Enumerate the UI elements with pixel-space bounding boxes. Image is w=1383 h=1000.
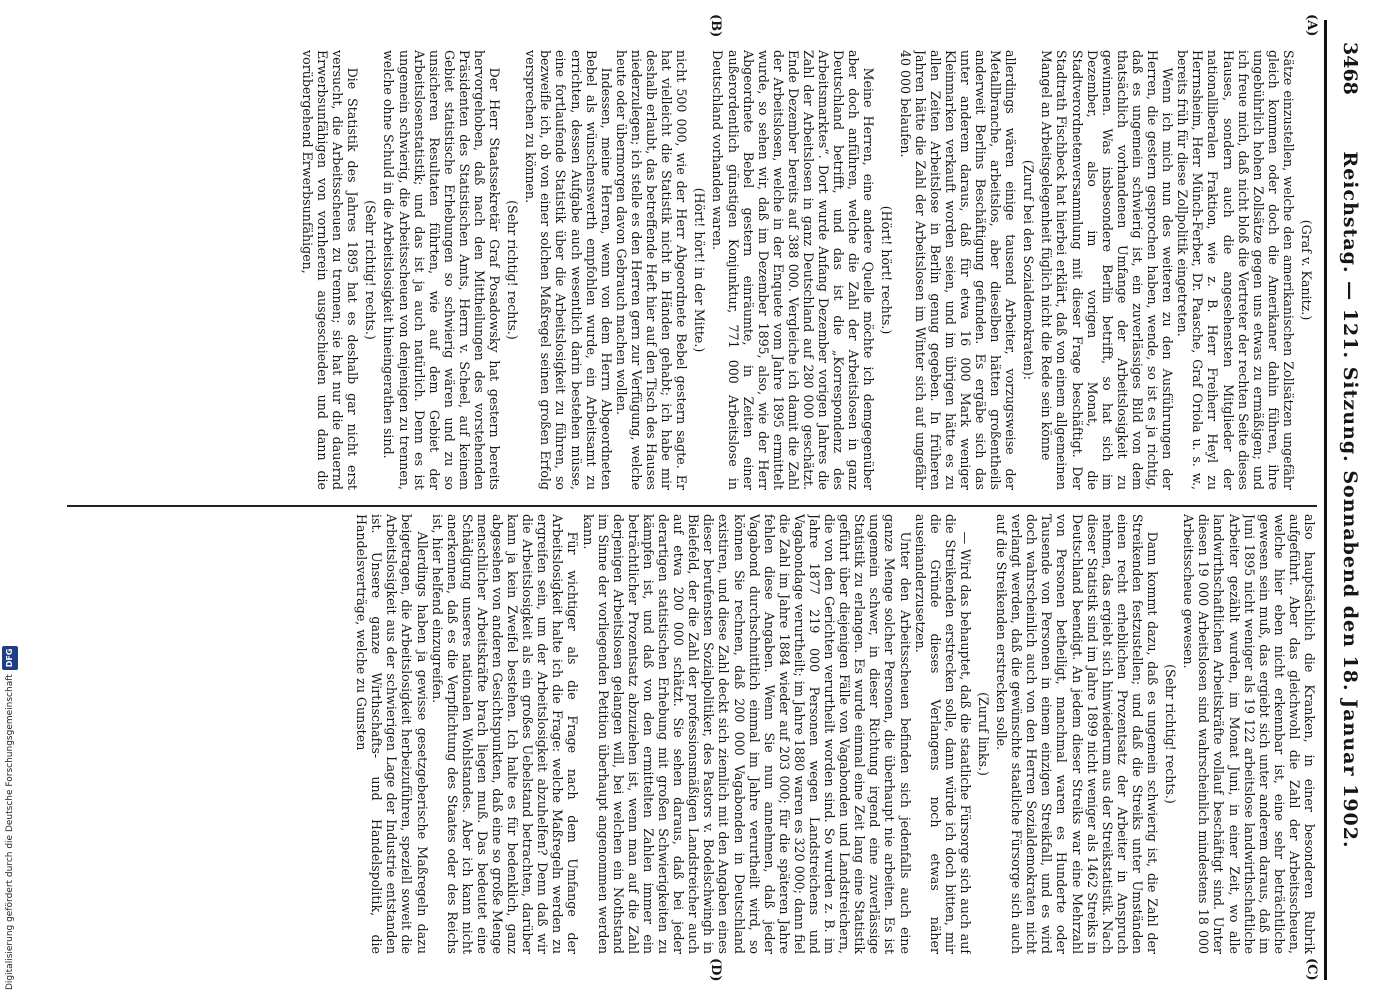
interjection: (Sehr richtig! rechts.) [505, 200, 521, 340]
paragraph: Sätze einzustellen, welche den amerikanischen Zollsätzen ungefähr gleich kommen oder doch die Amerikaner dahin führen, ihre ungebührlich hohen Zollsätze gegen uns etwas zu ermäßigen; und ich freue mich, daß nicht bloß die Vertreter der rechten Seite dieses Hauses, sondern auch die angesehensten Mitglieder der nationalliberalen Fraktion, wie z. B. Herr Freiherr Heyl zu Herrnsheim, Herr Münch-Ferber, Dr. Paasche, Graf Oriola u. s. w., bereits früh für diese Zollpolitik eingetreten. [1175, 50, 1296, 490]
dfg-logo: DFG [2, 646, 18, 671]
page-number: 3468 [1339, 42, 1361, 95]
column-right [67, 514, 1317, 954]
paragraph: Für wichtiger als die Frage nach dem Umfange der Arbeitslosigkeit halte ich die Frage: welche Maßregeln werden zu ergreifen sein, um der Arbeitslosigkeit abzuhelfen? Denn daß wir die Arbeitslosigkeit als ein großes Uebelstand betrachten, darüber kann ja kein Zweifel bestehen. Ich halte es für bedenklich, ganz abgesehen von anderen Gesichtspunkten, daß eine so große Menge menschlicher Arbeitskräfte brach liegen muß. Das bedeutet eine Schädigung unseres nationalen Wohlstandes. Aber ich kann nicht anerkennen, daß es die Verpflichtung des Staates oder des Reichs ist, hier helfend einzugreifen. [429, 514, 581, 954]
header-rule [1324, 20, 1327, 980]
paragraph: Indessen, meine Herren, wenn von dem Herrn Abgeordneten Bebel als wünschenswerth empfohlen wurde, ein Arbeitsamt zu errichten, dessen Aufgabe auch wesentlich darin bestehen müsse, eine fortlaufende Statistik über die Arbeitslosigkeit zu führen, so bezweifle ich, ob von einer solchen Maßregel seinen großen Erfolg versprechen zu können. [523, 50, 614, 490]
margin-letter-b: (B) [708, 14, 723, 38]
paragraph: Der Herr Staatssekretär Graf Posadowsky hat gestern bereits hervorgehoben, daß nach den Mittheilungen des vorstehenden Präsidenten des Statistischen Amts, Herrn v. Scheel, auf keinem Gebiet statistische Erhebungen so schwierig wären und zu so unsicheren Resultaten führten, wie auf dem Gebiet der Arbeitslosenstatistik; und das ist ja auch natürlich. Denn es ist ungemein schwierig, die Arbeitsscheuen von denjenigen zu trennen, welche ohne Schuld in die Arbeitslosigkeit hineingerathen sind. [381, 50, 503, 490]
paragraph: Unter den Arbeitsscheuen befinden sich jedenfalls auch eine ganze Menge solcher Personen, die überhaupt nie arbeiten. Es ist ungemein schwer, in dieser Richtung irgend eine zuverlässige Statistik zu erlangen. Es wurde einmal eine Zeit lang eine Statistik geführt über diejenigen Fälle von Vagabonden und Landstreichern, die von den Gerichten verurtheilt worden sind. So wurden z. B. im Jahre 1877 219 000 Personen wegen Landstreichens und Vagabondage verurtheilt; im Jahre 1880 waren es 320 000; dann fiel die Zahl im Jahre 1884 wieder auf 203 000; für die späteren Jahre fehlen diese Angaben. Wenn Sie nun annehmen, daß jeder Vagabond durchschnittlich einmal im Jahre verurtheilt wird, so können Sie rechnen, daß 200 000 Vagabonden in Deutschland existiren, und diese Zahl deckt sich ziemlich mit den Angaben eines dieser berufensten Sozialpolitiker, des Pastors v. Bodelschwingh in Bielefeld, der die Zahl der professionsmäßigen Landstreicher auch auf etwa 200 000 schätzt. Sie sehen daraus, daß bei jeder derartigen statistischen Erhebung mit großen Schwierigkeiten zu kämpfen ist, und daß von den ermittelten Zahlen immer ein beträchtlicher Prozentsatz abzuziehen ist, wenn man auf die Zahl derjenigen Arbeitslosen gelangen will, bei welchen ein Nothstand im Sinne der vorliegenden Petition überhaupt angenommen werden kann. [580, 514, 913, 954]
interjection: (Hört! hört! rechts.) [879, 205, 895, 335]
column-left [67, 50, 1317, 490]
page-header [1331, 20, 1361, 980]
paragraph: Dann kommt dazu, daß es ungemein schwierig ist, die Zahl der Streikenden festzustellen; und daß die Streiks unter Umständen einen recht erheblichen Prozentsatz der Arbeiter in Anspruch nehmen, das ergiebt sich hinwiederum aus der Streikstatistik. Nach dieser Statistik sind im Jahre 1899 nicht weniger als 1462 Streiks in Deutschland beendigt. An jedem dieser Streiks war eine Mehrzahl von Personen betheiligt, manchmal waren es Hunderte oder Tausende von Personen in einem einzigen Streikfall, und es wird doch wahrscheinlich auch von den Herren Sozialdemokraten nicht verlangt werden, daß die gewünschte staatliche Fürsorge sich auch auf die Streikenden erstrecken solle. [994, 514, 1161, 954]
speaker-label: (Graf v. Kanitz.) [1299, 219, 1314, 321]
paragraph: nicht 500 000, wie der Herr Abgeordnete Bebel gestern sagte. Er hat vielleicht die Statistik nicht in Händen gehabt; ich habe mir deshalb erlaubt, das betreffende Heft hier auf den Tisch des Hauses niederzulegen; ich stelle es den Herren gern zur Verfügung, welche heute oder übermorgen davon Gebrauch machen wollen. [613, 50, 690, 490]
interjection: (Zuruf bei den Sozialdemokraten): [1021, 159, 1037, 381]
paragraph: Die Statistik des Jahres 1895 hat es deshalb gar nicht erst versucht, die Arbeitsscheuen zu trennen; sie hat nur die dauernd Erwerbsunfähigen von vornherein ausgeschieden und dann die vorübergehend Erwerbsunfähigen, [300, 50, 361, 490]
margin-letter-c: (C) [1304, 958, 1319, 981]
interjection: (Zuruf links.) [976, 692, 992, 776]
interjection: (Hört! hört! in der Mitte.) [692, 187, 708, 353]
paragraph: also hauptsächlich die Kranken, in einer besonderen Rubrik aufgeführt. Aber das gleichwohl die Zahl der Arbeitsscheuen, welche hier eben nicht erkennbar ist, eine sehr beträchtliche gewesen sein muß, das ergiebt sich unter anderem daraus, daß im Juni 1895 nicht weniger als 19 122 arbeitslose landwirthschaftliche Arbeiter gezählt wurden, im Monat Juni, in einer Zeit, wo alle landwirthschaftlichen Arbeitskräfte vollauf beschäftigt sind. Unter diesen 19 000 Arbeitslosen sind wahrscheinlich mindestens 18 000 Arbeitsscheue gewesen. [1181, 514, 1317, 954]
interjection: (Sehr richtig! rechts.) [363, 200, 379, 340]
paragraph: Wenn ich mich nun des weiteren zu den Ausführungen der Herren, die gestern gesprochen haben, wende, so ist es ja richtig, daß es ungemein schwierig ist, ein zuverlässiges Bild von dem thatsächlich vorhandenen Umfange der Arbeitslosigkeit zu gewinnen. Was insbesondere Berlin betrifft, so hat sich im Dezember, also im vorigen Monat, die Stadtverordnetenversammlung mit dieser Frage beschäftigt. Der Stadtrath Fischbeck hat hierbei erklärt, daß von einem allgemeinen Mangel an Arbeitsgelegenheit füglich nicht die Rede sein könne [1039, 50, 1176, 490]
paragraph: — Wird das behauptet, daß die staatliche Fürsorge sich auch auf die Streikenden erstrecken solle, dann würde ich doch bitten, mir die Gründe dieses Verlangens noch etwas näher auseinanderzusetzen. [912, 514, 973, 954]
paragraph: Meine Herren, eine andere Quelle möchte ich demgegenüber aber doch anführen, welche die Zahl der Arbeitslosen in ganz Deutschland betrifft, und das ist die „Korrespondenz des Arbeitsmarktes“. Dort wurde Anfang Dezember vorigen Jahres die Zahl der Arbeitslosen in ganz Deutschland auf 280 000 geschätzt. Ende Dezember bereits auf 388 000. Vergleiche ich damit die Zahl der Arbeitslosen, welche in der Enquete vom Jahre 1895 ermittelt wurde, so sehen wir, daß im Dezember 1895, also, wie der Herr Abgeordnete Bebel gestern einräumte, in Zeiten einer außerordentlich günstigen Konjunktur, 771 000 Arbeitslose in Deutschland vorhanden waren. [710, 50, 877, 490]
margin-letter-a: (A) [1304, 14, 1319, 37]
side-strip [2, 0, 16, 1000]
interjection: (Sehr richtig! rechts.) [1163, 664, 1179, 804]
margin-letter-d: (D) [708, 958, 723, 982]
paragraph: Allerdings haben ja gewisse gesetzgeberische Maßregeln dazu beigetragen, die Arbeitslosigkeit herbeizuführen, speziell soweit die Arbeitslosigkeit aus der schwierigen Lage der Industrie entstanden ist. Unsere ganze Wirthschafts- und Handelspolitik, die Handelsverträge, welche zu Gunsten [354, 514, 430, 954]
paragraph: allerdings wären einige tausend Arbeiter, vorzugsweise der Metallbranche, arbeitslos, aber dieselben hätten großentheils anderweit Berlins Beschäftigung gefunden. Es ergäbe sich das unter anderem daraus, daß für etwa 16 000 Mark weniger Kleinmarken verkauft worden seien, und im übrigen hätte es zu allen Zeiten Arbeitslose in Berlin genug gegeben. In früheren Jahren hätte die Zahl der Arbeitslosen im Winter sich auf ungefähr 40 000 belaufen. [897, 50, 1019, 490]
running-title: Reichstag. — 121. Sitzung. Sonnabend den 18. Januar 1902. [1339, 151, 1361, 849]
column-divider [67, 505, 1317, 507]
digitization-note: Digitalisierung gefördert durch die Deutsche Forschungsgemeinschaft [5, 674, 15, 990]
